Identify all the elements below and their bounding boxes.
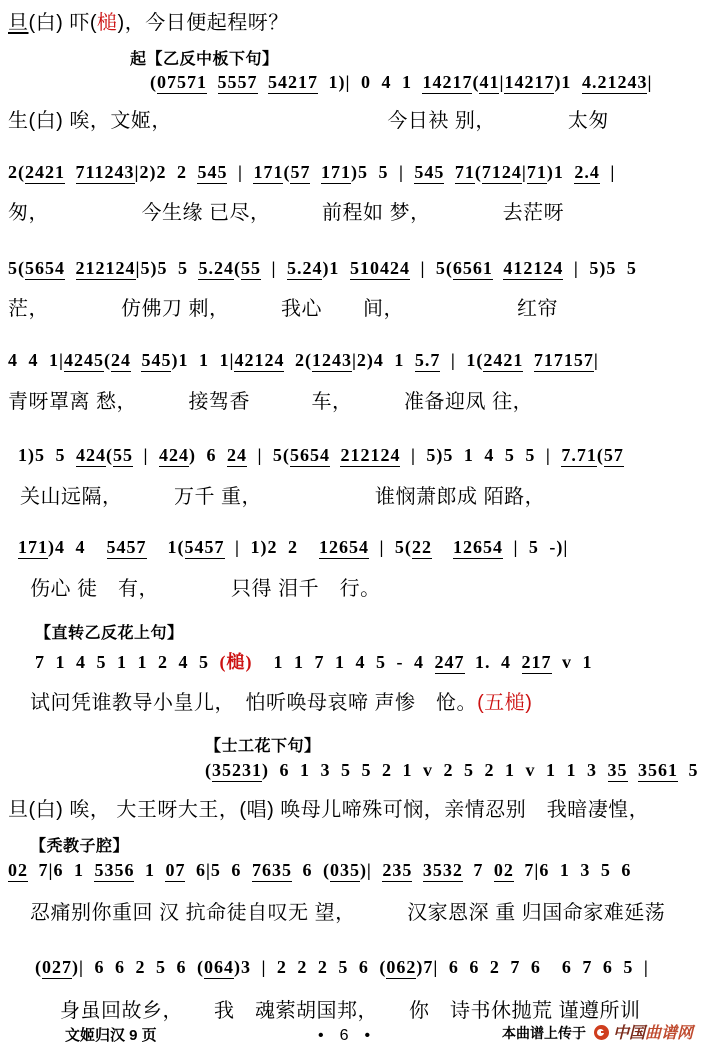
site-name-dark: 中国 — [613, 1025, 646, 1042]
music-7-post: 1 1 7 1 4 5 - 4 247 1. 4 217 v 1 — [252, 652, 593, 672]
footer-watermark — [502, 1020, 693, 1043]
lyric-line-3: 茫， 仿佛刀 刺， 我心 间， 红帘 — [8, 298, 559, 320]
lyric-line-8: 旦(白) 唉， 大王呀大王，(唱) 唤母儿啼殊可悯，亲情忍别 我暗凄惶， — [8, 799, 650, 821]
lyric-line-10: 身虽回故乡， 我 魂萦胡国邦， 你 诗书休抛荒 谨遵所训 — [60, 1000, 641, 1022]
lyric-line-5: 关山远隔， 万千 重， 谁悯萧郎成 陌路， — [20, 486, 546, 508]
percussion-mark-wuchui: (五槌) — [477, 692, 533, 714]
upload-credit-text: 本曲谱上传于 — [502, 1025, 586, 1041]
music-line-6: 171)4 4 5457 1(5457 | 1)2 2 12654 | 5(22 12654 | 5 -)| — [18, 537, 569, 557]
spoken-pre: (白) 吓( — [28, 12, 98, 34]
music-line-5: 1)5 5 424(55 | 424) 6 24 | 5(5654 212124 | 5)5 1 4 5 5 | 7.71(57 — [18, 445, 624, 465]
lyric-line-9: 忍痛别你重回 汉 抗命徒自叹无 望， 汉家恩深 重 归国命家难延荡 — [30, 902, 666, 924]
music-line-2: 2(2421 711243|2)2 2 545 | 171(57 171)5 5 | 545 71(7124|71)1 2.4 | — [8, 162, 616, 182]
music-line-7 — [35, 648, 593, 674]
percussion-mark-chui-2: (槌) — [219, 652, 253, 672]
lyric-line-4: 青呀罩离 愁， 接驾香 车， 准备迎凤 往， — [8, 391, 534, 413]
music-line-4: 4 4 1|4245(24 545)1 1 1|42124 2(1243|2)4 1 5.7 | 1(2421 717157| — [8, 350, 599, 370]
section-label-yifan-zhongban: 起【乙反中板下句】 — [130, 51, 279, 68]
qupu-site-logo-icon — [594, 1025, 609, 1040]
section-label-tu-jiaozi: 【秃教子腔】 — [30, 838, 130, 855]
spoken-line-top — [8, 6, 289, 35]
footer-title-page-count: 文姬归汉 9 页 — [65, 1027, 157, 1044]
music-line-3: 5(5654 212124|5)5 5 5.24(55 | 5.24)1 510424 | 5(6561 412124 | 5)5 5 — [8, 258, 637, 278]
section-label-yifan-hua: 【直转乙反花上句】 — [35, 625, 184, 642]
footer-page-number: • 6 • — [318, 1027, 371, 1044]
lyric-line-6: 伤心 徒 有， 只得 泪千 行。 — [30, 578, 381, 600]
percussion-mark-chui: 槌 — [97, 12, 118, 34]
site-name-light: 曲谱网 — [645, 1025, 694, 1042]
section-label-shigong-hua: 【士工花下句】 — [205, 738, 321, 755]
music-line-8: (35231) 6 1 3 5 5 2 1 v 2 5 2 1 v 1 1 3 35 3561 5 — [205, 760, 699, 780]
music-line-10: (027)| 6 6 2 5 6 (064)3 | 2 2 2 5 6 (062)7| 6 6 2 7 6 6 7 6 5 | — [35, 957, 649, 977]
music-line-9: 02 7|6 1 5356 1 07 6|5 6 7635 6 (035)| 235 3532 7 02 7|6 1 3 5 6 — [8, 860, 632, 880]
role-dan: 旦 — [8, 12, 29, 34]
music-7-pre: 7 1 4 5 1 1 2 4 5 — [35, 652, 220, 672]
lyric-line-7 — [30, 686, 532, 715]
lyric-line-1: 生(白) 唉，文姬， 今日袂 别， 太匆 — [8, 110, 609, 132]
lyric-7-text: 试问凭谁教导小皇儿， 怕听唤母哀啼 声惨 怆。 — [30, 692, 478, 714]
lyric-line-2: 匆， 今生缘 已尽， 前程如 梦， 去茫呀 — [8, 202, 565, 224]
music-line-1: (07571 5557 54217 1)| 0 4 1 14217(41|14217)1 4.21243| — [150, 72, 653, 92]
spoken-post: )，今日便起程呀？ — [117, 12, 289, 34]
